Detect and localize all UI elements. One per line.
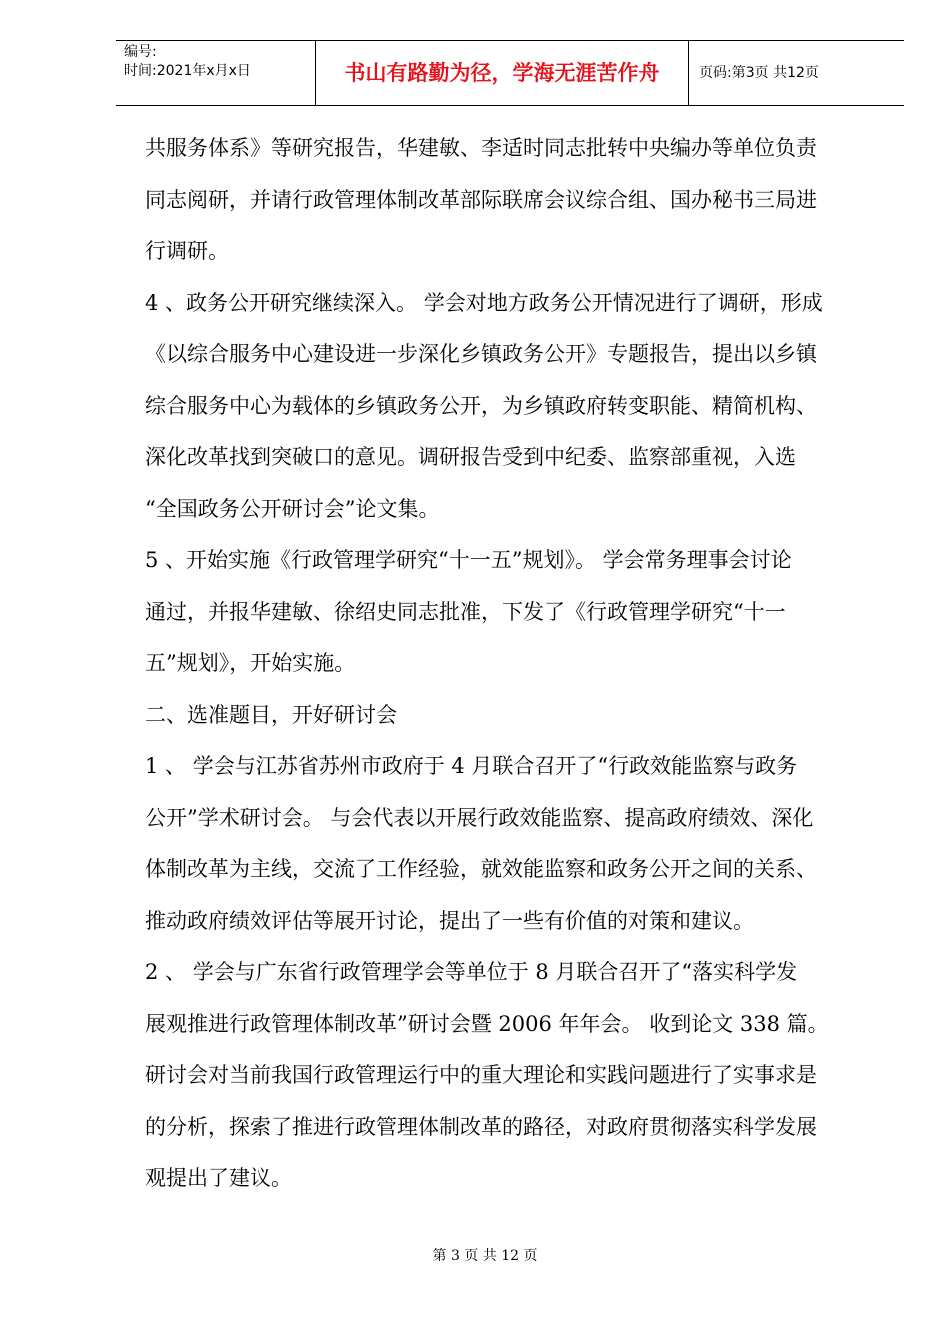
body-line: 行调研。 (145, 239, 229, 263)
document-body (145, 123, 890, 1205)
body-line: 研讨会对当前我国行政管理运行中的重大理论和实践问题进行了实事求是 (145, 1063, 817, 1087)
body-line: 展观推进行政管理体制改革”研讨会暨 2006 年年会。 收到论文 338 篇。 (145, 1011, 829, 1036)
body-line: 五”规划》，开始实施。 (145, 651, 356, 675)
body-line: 5 、开始实施《行政管理学研究“十一五”规划》。 学会常务理事会讨论 (145, 548, 792, 572)
body-line: 2 、 学会与广东省行政管理学会等单位于 8 月联合召开了“落实科学发 (145, 960, 798, 984)
serial-number-label: 编号: (124, 44, 157, 60)
body-line: 体制改革为主线，交流了工作经验，就效能监察和政务公开之间的关系、 (145, 857, 817, 881)
header-motto: 书山有路勤为径，学海无涯苦作舟 (316, 41, 689, 105)
page-header (116, 40, 904, 106)
body-line: 1 、 学会与江苏省苏州市政府于 4 月联合召开了“行政效能监察与政务 (145, 754, 798, 778)
header-meta-cell (116, 41, 316, 105)
body-line: 深化改革找到突破口的意见。调研报告受到中纪委、监察部重视，入选 (145, 445, 796, 469)
body-line: 综合服务中心为载体的乡镇政务公开，为乡镇政府转变职能、精简机构、 (145, 393, 817, 418)
body-line: 公开”学术研讨会。 与会代表以开展行政效能监察、提高政府绩效、深化 (145, 805, 814, 830)
section-heading: 二、选准题目，开好研讨会 (145, 702, 397, 727)
body-line: 4 、政务公开研究继续深入。 学会对地方政务公开情况进行了调研，形成 (145, 290, 823, 315)
body-line: “全国政务公开研讨会”论文集。 (145, 496, 440, 521)
header-page-info: 页码:第3页 共12页 (699, 65, 819, 81)
body-line: 观提出了建议。 (145, 1166, 292, 1190)
body-line: 的分析，探索了推进行政管理体制改革的路径，对政府贯彻落实科学发展 (145, 1114, 817, 1139)
date-label: 时间:2021年x月x日 (124, 63, 251, 79)
body-line: 通过，并报华建敏、徐绍史同志批准，下发了《行政管理学研究“十一 (145, 599, 786, 624)
body-line: 同志阅研，并请行政管理体制改革部际联席会议综合组、国办秘书三局进 (145, 187, 817, 212)
body-line: 推动政府绩效评估等展开讨论，提出了一些有价值的对策和建议。 (145, 908, 754, 933)
body-line: 共服务体系》等研究报告，华建敏、李适时同志批转中央编办等单位负责 (145, 136, 817, 160)
page-footer: 第 3 页 共 12 页 (432, 1248, 538, 1264)
body-line: 《以综合服务中心建设进一步深化乡镇政务公开》专题报告，提出以乡镇 (145, 342, 817, 366)
